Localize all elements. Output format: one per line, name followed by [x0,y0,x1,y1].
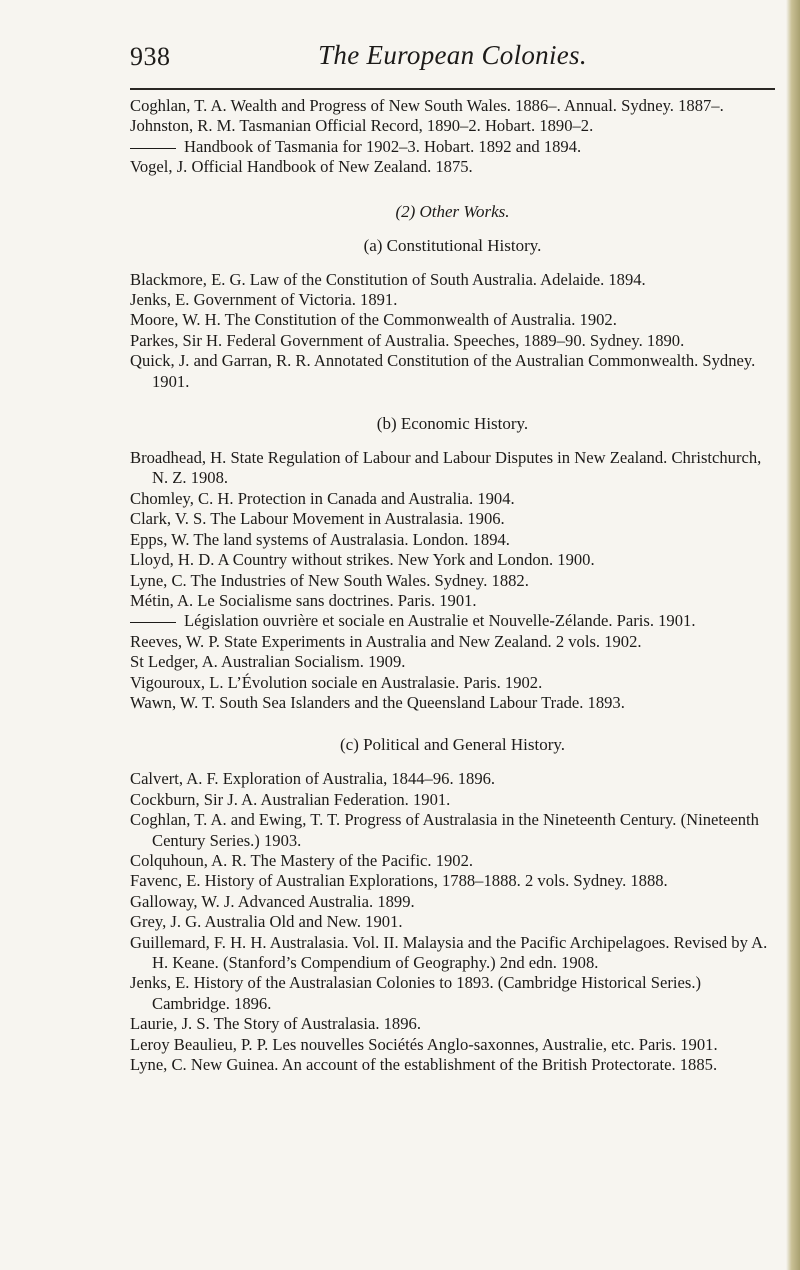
bib-entry: Jenks, E. Government of Victoria. 1891. [130,290,398,310]
bib-entry: Favenc, E. History of Australian Explorations, 1788–1888. 2 vols. Sydney. 1888. [130,871,668,891]
subsection-heading-economic: (b) Economic History. [376,414,529,434]
bib-entry: Johnston, R. M. Tasmanian Official Record, 1890–2. Hobart. 1890–2. [130,116,594,136]
bib-entry: Coghlan, T. A. Wealth and Progress of New South Wales. 1886–. Annual. Sydney. 1887–. [130,96,724,115]
bib-entry: Blackmore, E. G. Law of the Constitution of South Australia. Adelaide. 1894. [130,269,646,289]
page-edge [786,0,800,1270]
section-heading-other-works: (2) Other Works. [395,201,510,221]
bib-entry: Laurie, J. S. The Story of Australasia. 1896. [130,1014,421,1034]
bib-entry: Métin, A. Le Socialisme sans doctrines. Paris. 1901. [130,590,477,610]
bib-entry: Parkes, Sir H. Federal Government of Australia. Speeches, 1889–90. Sydney. 1890. [130,330,685,350]
bib-entry: Lloyd, H. D. A Country without strikes. New York and London. 1900. [130,550,595,570]
economic-history-list [130,448,775,713]
subsection-heading-constitutional: (a) Constitutional History. [363,235,542,255]
bib-entry-ditto [130,137,775,157]
bib-entry: Guillemard, F. H. H. Australasia. Vol. II. Malaysia and the Pacific Archipelagoes. Revised by A. H. Keane. (Stanford’s Compendium of Geography.) 2nd edn. 1908. [130,932,768,972]
bib-entry: Clark, V. S. The Labour Movement in Australasia. 1906. [130,509,505,529]
bib-entry: Calvert, A. F. Exploration of Australia, 1844–96. 1896. [130,769,496,789]
header-rule [130,88,775,90]
ditto-dash [130,622,176,623]
bib-entry: Vogel, J. Official Handbook of New Zealand. 1875. [130,157,473,177]
bib-entry: Epps, W. The land systems of Australasia. London. 1894. [130,529,510,549]
bib-entry: Colquhoun, A. R. The Mastery of the Pacific. 1902. [130,850,474,870]
bib-entry: Lyne, C. New Guinea. An account of the establishment of the British Protectorate. 1885. [130,1055,718,1075]
running-title: The European Colonies. [318,40,587,70]
bib-entry: Chomley, C. H. Protection in Canada and Australia. 1904. [130,488,515,508]
bibliography [130,96,775,1075]
bib-entry: Jenks, E. History of the Australasian Colonies to 1893. (Cambridge Historical Series.) Cambridge. 1896. [130,973,702,1013]
bib-entry: Grey, J. G. Australia Old and New. 1901. [130,912,403,932]
bib-entry: Coghlan, T. A. and Ewing, T. T. Progress of Australasia in the Nineteenth Century. (Nineteenth Century Series.) 1903. [130,810,759,850]
constitutional-history-list [130,270,775,392]
subsection-heading-political: (c) Political and General History. [339,735,566,755]
bib-entry: Vigouroux, L. L’Évolution sociale en Australasie. Paris. 1902. [130,672,543,692]
bib-entry: Quick, J. and Garran, R. R. Annotated Constitution of the Australian Commonwealth. Sydney. 1901. [130,351,756,391]
bib-entry: Wawn, W. T. South Sea Islanders and the Queensland Labour Trade. 1893. [130,692,625,712]
bib-entry: Galloway, W. J. Advanced Australia. 1899. [130,891,415,911]
ditto-dash [130,148,176,149]
bib-entry-ditto [130,611,775,631]
bib-entry: Moore, W. H. The Constitution of the Commonwealth of Australia. 1902. [130,310,617,330]
bib-entry: St Ledger, A. Australian Socialism. 1909. [130,652,406,672]
bib-entry: Reeves, W. P. State Experiments in Australia and New Zealand. 2 vols. 1902. [130,631,642,651]
page-header [130,42,775,82]
bib-entry: Leroy Beaulieu, P. P. Les nouvelles Sociétés Anglo-saxonnes, Australie, etc. Paris. 1901. [130,1034,718,1054]
bib-entry-text: Législation ouvrière et sociale en Australie et Nouvelle-Zélande. Paris. 1901. [184,611,696,631]
bib-entry: Lyne, C. The Industries of New South Wales. Sydney. 1882. [130,570,529,590]
page-number: 938 [130,42,171,71]
bib-entry: Broadhead, H. State Regulation of Labour and Labour Disputes in New Zealand. Christchurch, N. Z. 1908. [130,448,762,488]
political-history-list [130,769,775,1075]
bib-entry-text: Handbook of Tasmania for 1902–3. Hobart. 1892 and 1894. [184,136,582,156]
bib-entry: Cockburn, Sir J. A. Australian Federation. 1901. [130,789,451,809]
official-publications-list [130,96,775,178]
